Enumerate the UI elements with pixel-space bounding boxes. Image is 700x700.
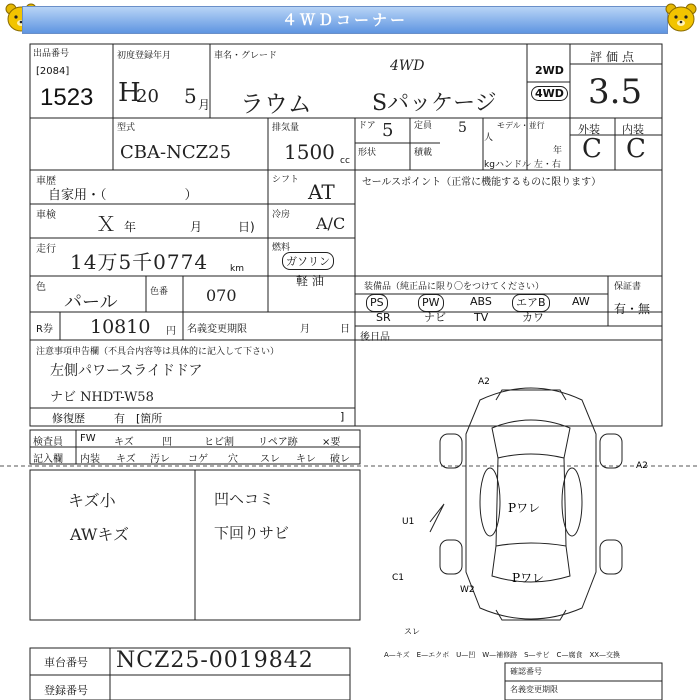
equip-abs: ABS bbox=[470, 295, 492, 308]
capacity-value: 5 bbox=[458, 120, 467, 136]
first-reg-year: 20 bbox=[136, 86, 159, 107]
reg-number-label: 登録番号 bbox=[44, 684, 88, 697]
deadline-day: 日 bbox=[340, 324, 350, 335]
drive-4wd: 4WD bbox=[531, 86, 568, 101]
name-label: 車名・グレード bbox=[214, 51, 278, 61]
usage-label: 車歴 bbox=[36, 176, 56, 187]
repair-label: 修復歴 bbox=[52, 412, 85, 425]
notes-label: 注意事項申告欄（不具合内容等は具体的に記入して下さい） bbox=[36, 347, 280, 357]
equipment-label: 装備品（純正品に限り〇をつけてください） bbox=[364, 282, 545, 292]
color-label: 色 bbox=[36, 282, 46, 293]
score-value: 3.5 bbox=[588, 72, 643, 112]
inspector-note-right-1: 凹ヘコミ bbox=[214, 490, 275, 508]
deadline-month: 月 bbox=[300, 324, 310, 335]
capacity-label: 定員 bbox=[414, 121, 433, 131]
equip-tv: TV bbox=[474, 311, 489, 324]
equip-pw: PW bbox=[418, 294, 444, 312]
shift-value: AT bbox=[308, 180, 335, 204]
diag-label-pware-2: Pワレ bbox=[512, 571, 545, 585]
inspector-label: 検査員 bbox=[33, 437, 63, 448]
diag-label-a2-right: A2 bbox=[636, 461, 648, 471]
recorder-tear: 破レ bbox=[330, 454, 350, 465]
drive-2wd: 2WD bbox=[535, 64, 564, 77]
color-code: 070 bbox=[206, 286, 237, 305]
diag-label-pware-1: Pワレ bbox=[508, 501, 541, 515]
grade: Sパッケージ bbox=[372, 91, 497, 116]
doors-label: ドア bbox=[358, 121, 376, 131]
car-condition-diagram bbox=[392, 372, 662, 640]
lot-code: [2084] bbox=[36, 66, 70, 77]
model-code: CBA-NCZ25 bbox=[120, 142, 232, 163]
first-reg-month-unit: 月 bbox=[198, 98, 211, 112]
inspector-note-left-2: AWキズ bbox=[70, 525, 130, 544]
drive-note: 4WD bbox=[390, 58, 425, 74]
recorder-scratch: キズ bbox=[116, 454, 136, 465]
color-code-label: 色番 bbox=[150, 287, 169, 297]
recorder-cut: キレ bbox=[296, 454, 316, 465]
confirm-number-label: 確認番号 bbox=[510, 667, 542, 676]
exterior-grade: C bbox=[582, 134, 602, 164]
usage-value: 自家用・（ ） bbox=[48, 188, 198, 203]
corner-banner: ４ＷＤコーナー bbox=[22, 6, 668, 34]
bottom-deadline-label: 名義変更期限 bbox=[510, 685, 558, 694]
inspection-label: 車検 bbox=[36, 210, 56, 221]
chassis-number: NCZ25-0019842 bbox=[116, 648, 314, 673]
chassis-label: 車台番号 bbox=[44, 656, 88, 669]
warranty-value: 有・無 bbox=[614, 302, 651, 316]
model-year-unit: 年 bbox=[553, 146, 563, 156]
inspector-need: ×要 bbox=[322, 437, 341, 448]
inspector-note-right-2: 下回りサビ bbox=[214, 524, 290, 542]
damage-legend: A—キズ E—エクボ U—凹 W—補修跡 S—サビ C—腐食 XX—交換 bbox=[384, 651, 621, 659]
back-order-label: 後日品 bbox=[360, 332, 390, 343]
interior-label: 内装 bbox=[622, 123, 644, 136]
recycle-unit: 円 bbox=[166, 326, 176, 337]
inspection-value: Ｘ bbox=[96, 212, 116, 236]
inspector-dent: 凹 bbox=[162, 437, 172, 448]
inspection-year-unit: 年 bbox=[124, 220, 137, 234]
ac-label: 冷房 bbox=[272, 210, 291, 220]
lot-number: 1523 bbox=[40, 84, 94, 111]
load-unit: kg bbox=[484, 160, 495, 170]
model-code-label: 型式 bbox=[117, 123, 136, 133]
repair-value: 有 [箇所 bbox=[114, 412, 163, 425]
diag-label-a2-front: A2 bbox=[478, 377, 490, 387]
doors-value: 5 bbox=[382, 120, 394, 141]
diag-label-u1: U1 bbox=[402, 517, 415, 527]
equip-airbag: エアB bbox=[512, 294, 550, 312]
load-label: 積載 bbox=[414, 148, 433, 158]
inspection-day-unit: 日) bbox=[238, 220, 255, 234]
inspection-month-unit: 月 bbox=[190, 220, 203, 234]
fuel-value: ガソリン bbox=[282, 252, 334, 270]
notes-line-1: 左側パワースライドドア bbox=[50, 363, 203, 379]
salespoint-label: セールスポイント（正常に機能するものに限ります） bbox=[362, 177, 602, 188]
notes-line-2: ナビ NHDT-W58 bbox=[50, 390, 154, 405]
diag-label-sure: スレ bbox=[404, 627, 420, 636]
first-reg-month: 5 bbox=[184, 84, 197, 108]
warranty-label: 保証書 bbox=[614, 282, 642, 292]
name-change-deadline-label: 名義変更期限 bbox=[187, 324, 247, 335]
handle-label: ハンドル 左・右 bbox=[495, 160, 561, 170]
mileage-value: 14万5千0774 bbox=[70, 250, 209, 274]
shift-label: シフト bbox=[272, 175, 300, 185]
color-value: パール bbox=[64, 292, 118, 313]
recycle-label: R券 bbox=[36, 324, 53, 335]
displacement-label: 排気量 bbox=[272, 123, 300, 133]
equip-ps: PS bbox=[366, 294, 388, 312]
model-parallel: モデル・並行 bbox=[497, 121, 545, 130]
fuel-alt: 軽 油 bbox=[296, 274, 324, 288]
capacity-unit: 人 bbox=[484, 133, 494, 143]
shape-label: 形状 bbox=[358, 148, 377, 158]
recorder-stain: 汚レ bbox=[150, 454, 170, 465]
equip-leather: カワ bbox=[522, 311, 544, 324]
equip-sr: SR bbox=[376, 311, 391, 324]
fuel-label: 燃料 bbox=[272, 243, 291, 253]
inspector-repair: リペア跡 bbox=[258, 437, 298, 448]
recycle-value: 10810 bbox=[90, 316, 151, 338]
interior-grade: C bbox=[626, 134, 646, 164]
score-label: 評価点 bbox=[590, 50, 639, 64]
first-reg-label: 初度登録年月 bbox=[117, 51, 172, 61]
mileage-unit: km bbox=[230, 264, 244, 274]
inspector-fw: FW bbox=[80, 433, 96, 444]
recorder-burn: コゲ bbox=[188, 454, 208, 465]
equip-navi: ナビ bbox=[424, 311, 446, 324]
recorder-wear: スレ bbox=[260, 454, 280, 465]
inspector-note-left-1: キズ小 bbox=[68, 491, 116, 510]
recorder-label: 記入欄 bbox=[33, 454, 63, 465]
inspector-crack: ヒビ割 bbox=[204, 437, 234, 448]
first-reg-era: H bbox=[118, 78, 141, 108]
model-name: ラウム bbox=[240, 90, 312, 118]
displacement-value: 1500 bbox=[284, 140, 335, 164]
lot-label: 出品番号 bbox=[33, 49, 70, 59]
displacement-unit: cc bbox=[340, 156, 350, 166]
inspector-scratch: キズ bbox=[114, 437, 134, 448]
equip-aw: AW bbox=[572, 295, 590, 308]
diag-label-w2: W2 bbox=[460, 585, 475, 595]
repair-close: ] bbox=[340, 410, 345, 423]
ac-value: A/C bbox=[316, 214, 346, 233]
mileage-label: 走行 bbox=[36, 244, 56, 255]
diag-label-c1: C1 bbox=[392, 573, 405, 583]
recorder-hole: 穴 bbox=[228, 454, 238, 465]
exterior-label: 外装 bbox=[578, 123, 600, 136]
recorder-interior: 内装 bbox=[80, 454, 100, 465]
